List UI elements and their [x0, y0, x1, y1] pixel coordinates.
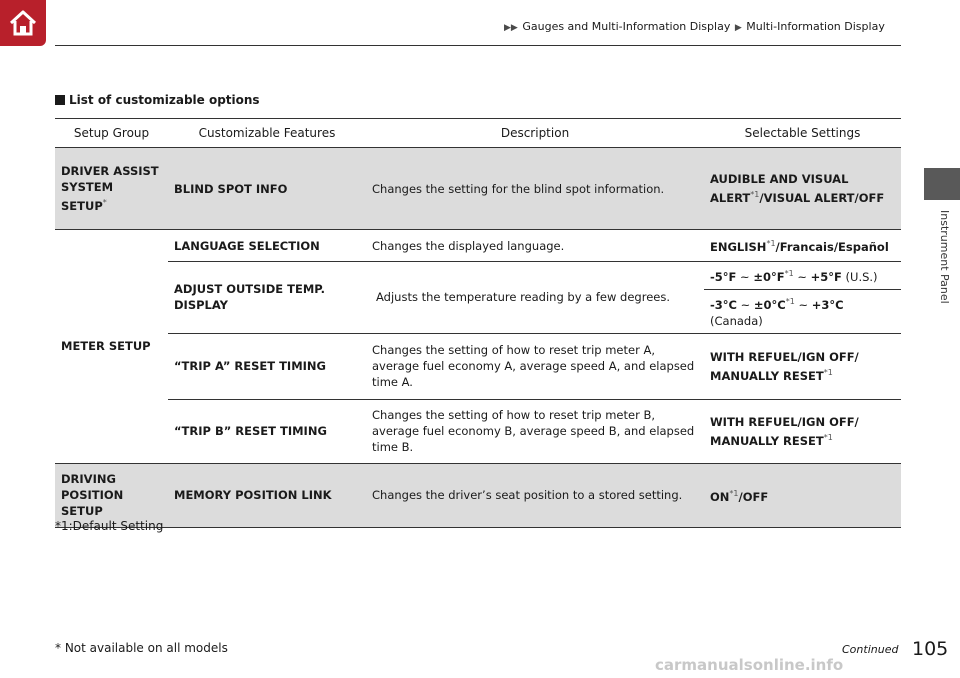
settings-cell-canada: [704, 290, 901, 334]
table-row: [55, 262, 901, 290]
breadcrumb-arrow-icon: ▶▶: [504, 23, 518, 33]
group-cell: [55, 148, 168, 230]
group-cell: METER SETUP: [55, 230, 168, 464]
feature-cell: MEMORY POSITION LINK: [168, 463, 366, 527]
settings-text: WITH REFUEL/IGN OFF/: [710, 349, 859, 364]
side-chapter-label[interactable]: Instrument Panel: [938, 210, 951, 304]
group-cell: DRIVING POSITION SETUP: [55, 463, 168, 527]
table-row: [55, 399, 901, 463]
settings-text: /OFF: [738, 489, 769, 504]
group-text: DRIVER ASSIST SYSTEM SETUP: [61, 164, 159, 213]
footnote-mark: *1: [729, 488, 739, 498]
settings-text: +5°F: [810, 269, 842, 284]
settings-text: WITH REFUEL/IGN OFF/: [710, 414, 859, 429]
feature-cell: ADJUST OUTSIDE TEMP. DISPLAY: [168, 262, 366, 334]
footnote-mark: *1: [784, 269, 794, 279]
table-row: [55, 148, 901, 230]
settings-text: -5°F: [710, 269, 737, 284]
description-cell: Changes the setting of how to reset trip meter A, average fuel economy A, average speed A, and elapsed time A.: [366, 333, 704, 399]
description-cell: Changes the driver’s seat position to a stored setting.: [366, 463, 704, 527]
settings-text: ~: [736, 269, 754, 284]
settings-cell: [704, 148, 901, 230]
breadcrumb-link-gauges[interactable]: Gauges and Multi-Information Display: [522, 20, 731, 33]
settings-text: ~: [794, 297, 812, 312]
settings-text: -3°C: [710, 297, 737, 312]
settings-text: MANUALLY RESET: [710, 368, 824, 383]
settings-text: ENGLISH: [710, 239, 767, 254]
header-description: Description: [366, 119, 704, 148]
availability-note: * Not available on all models: [55, 641, 228, 655]
description-cell: Changes the setting of how to reset trip meter B, average fuel economy B, average speed B, and elapsed time B.: [366, 399, 704, 463]
footnote-mark: *1: [823, 367, 833, 377]
header-divider: [55, 45, 901, 46]
settings-text: /Francais/Español: [775, 239, 889, 254]
settings-text: +3°C: [811, 297, 844, 312]
default-setting-footnote: *1:Default Setting: [55, 519, 164, 533]
square-bullet-icon: [55, 95, 65, 105]
options-table: [55, 118, 901, 528]
settings-text: MANUALLY RESET: [710, 433, 824, 448]
settings-text: (Canada): [710, 313, 763, 328]
settings-text: ~: [793, 269, 811, 284]
page-number: 105: [912, 638, 949, 660]
settings-cell-us: [704, 262, 901, 290]
breadcrumb-link-mid[interactable]: Multi-Information Display: [746, 20, 885, 33]
settings-text: ON: [710, 489, 730, 504]
table-row: [55, 333, 901, 399]
breadcrumb: [503, 20, 885, 33]
table-row: [55, 463, 901, 527]
header-settings: Selectable Settings: [704, 119, 901, 148]
settings-text: /VISUAL ALERT/OFF: [759, 190, 885, 205]
continued-label: Continued: [842, 643, 899, 656]
feature-cell: “TRIP A” RESET TIMING: [168, 333, 366, 399]
header-features: Customizable Features: [168, 119, 366, 148]
section-title: [55, 93, 260, 107]
table-row: [55, 230, 901, 262]
settings-text: AUDIBLE AND VISUAL ALERT: [710, 172, 849, 205]
side-tab-marker[interactable]: [924, 168, 960, 200]
footnote-mark: *: [102, 198, 107, 208]
settings-text: ~: [736, 297, 754, 312]
settings-cell: [704, 230, 901, 262]
watermark: carmanualsonline.info: [655, 656, 844, 674]
table-header-row: [55, 119, 901, 148]
settings-cell: [704, 399, 901, 463]
home-icon: [7, 7, 39, 39]
settings-text: ±0°C: [753, 297, 786, 312]
feature-cell: LANGUAGE SELECTION: [168, 230, 366, 262]
footnote-mark: *1: [823, 432, 833, 442]
settings-cell: [704, 463, 901, 527]
feature-cell: “TRIP B” RESET TIMING: [168, 399, 366, 463]
section-title-text: List of customizable options: [69, 93, 260, 107]
feature-cell: BLIND SPOT INFO: [168, 148, 366, 230]
description-cell: Changes the setting for the blind spot information.: [366, 148, 704, 230]
description-cell: Changes the displayed language.: [366, 230, 704, 262]
settings-text: (U.S.): [841, 269, 878, 284]
header-setup-group: Setup Group: [55, 119, 168, 148]
breadcrumb-arrow-icon: ▶: [734, 23, 742, 33]
settings-text: ±0°F: [753, 269, 785, 284]
home-button[interactable]: [0, 0, 46, 46]
settings-cell: [704, 333, 901, 399]
footnote-mark: *1: [750, 190, 760, 200]
footnote-mark: *1: [785, 297, 795, 306]
footnote-mark: *1: [766, 239, 776, 249]
description-cell: Adjusts the temperature reading by a few degrees.: [366, 262, 704, 334]
